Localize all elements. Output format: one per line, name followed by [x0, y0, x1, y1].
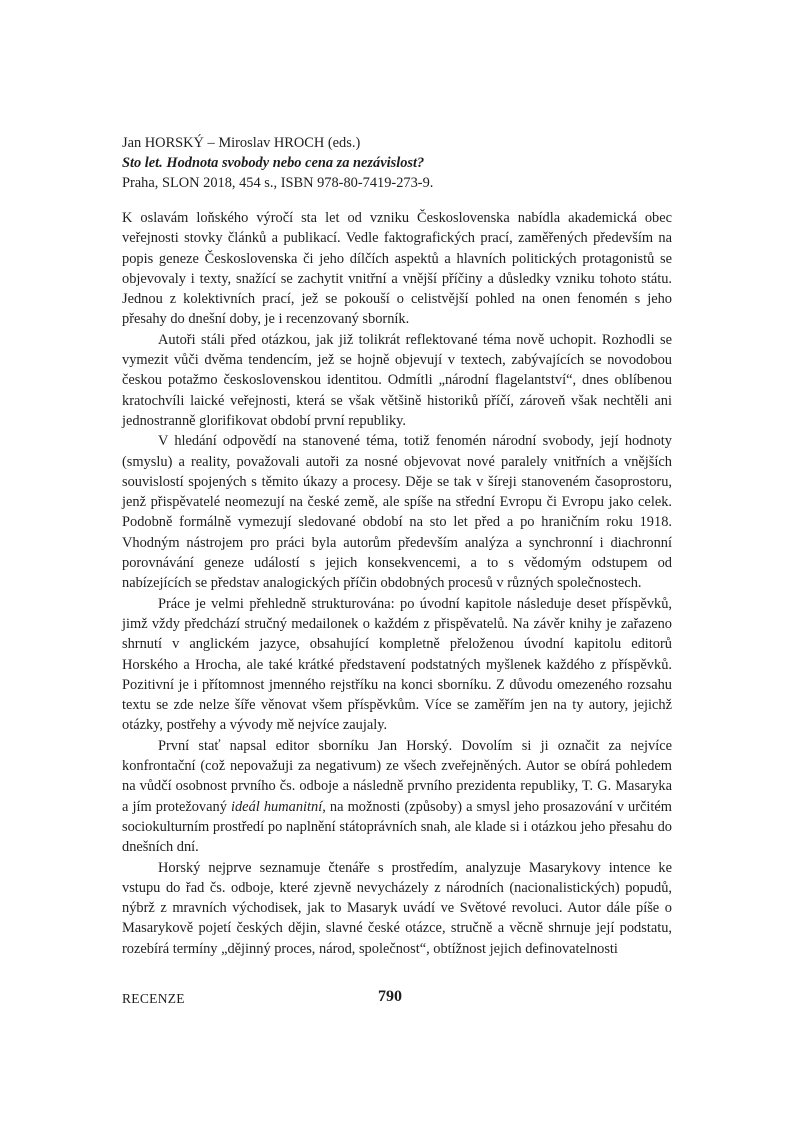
book-title: Sto let. Hodnota svobody nebo cena za nezávislost?: [122, 155, 425, 171]
paragraph-text: , na možnosti (způsoby) a smysl jeho prosazování v určitém sociokulturním prostředí po naplnění státoprávních snah, ale klade si i otázkou jeho přesahu do dnešních dní.: [122, 798, 672, 856]
review-body: [122, 208, 672, 959]
paragraph: V hledání odpovědí na stanovené téma, totiž fenomén národní svobody, její hodnoty (smyslu) a reality, považovali autoři za nosné objevovat nové paralely vnitřních a vnějších souvislostí spojených s těmito úkazy a procesy. Děje se tak v šíreji stanoveném časoprostoru, jenž přispěvatelé neomezují na české země, ale spíše na střední Evropu či Evropu jako celek. Podobně formálně vymezují sledované období na sto let před a po hraničním roku 1918. Vhodným nástrojem pro práci byla autorům především analýza a synchronní i diachronní porovnávání genezе událostí s jejich konsekvencemi, a to s vědomým odstupem od nabízejících se představ analogických příčin obdobných procesů v různých společnostech.: [122, 433, 672, 592]
paragraph: K oslavám loňského výročí sta let od vzniku Československa nabídla akademická obec veřejnosti stovky článků a publikací. Vedle faktografických prací, zaměřených především na popis geneze Československa či jeho dílčích aspektů a hlavních politických protagonistů se objevovaly i texty, snažící se zachytit vnitřní a vnější příčiny a důsledky vzniku tohoto státu. Jednou z kolektivních prací, jež se pokouší o celistvější pohled na onen fenomén s jeho přesahy do dnešní doby, je i recenzovaný sborník.: [122, 210, 672, 328]
paragraph: Autoři stáli před otázkou, jak již tolikrát reflektované téma nově uchopit. Rozhodli se vymezit vůči dvěma tendencím, jež se hojně objevují v textech, zabývajících se novodobou českou potažmo československou identitou. Odmítli „národní flagelantství“, dnes oblíbenou kratochvíli laické veřejnosti, která se však většině historiků příčí, zároveň však nechtěli ani jednostranně glorifikovat období první republiky.: [122, 331, 672, 429]
bibliographic-header: [122, 133, 682, 193]
paragraph-text: První stať napsal editor sborníku Jan Horský. Dovolím si ji označit za nejvíce konfrontační (což nepovažuji za negativum) ze všech zveřejněných. Autor se obírá pohledem na vůdčí osobnost prvního čs. odboje a následně prvního prezidenta republiky, T. G. Masaryka a jím protežovaný: [122, 737, 672, 815]
emphasized-term: ideál humanitní: [230, 798, 323, 815]
paragraph: Horský nejprve seznamuje čtenáře s prostředím, analyzuje Masarykovy intence ke vstupu do řad čs. odboje, které zjevně nevycházely z národních (nacionalistických) popudů, nýbrž z mravních východisek, jak to Masaryk uvádí ve Světové revoluci. Autor dále píše o Masarykově pojetí českých dějin, slavné české otázce, stručně a věcně shrnuje její podstatu, rozebírá termíny „dějinný proces, národ, společnost“, obtížnost jejich definovatelnosti: [122, 859, 672, 957]
paragraph: [122, 736, 672, 858]
section-label: RECENZE: [122, 991, 185, 1006]
paragraph: Práce je velmi přehledně strukturována: po úvodní kapitole následuje deset příspěvků, jimž vždy předchází stručný medailonek o každém z přispěvatelů. Na závěr knihy je zařazeno shrnutí v anglickém jazyce, obsahující kompletně přeloženou úvodní kapitolu editorů Horského a Hrocha, ale také krátké představení podstatných myšlenek každého z příspěvků. Pozitivní je i přítomnost jmenného rejstříku na konci sborníku. Z důvodu omezeného rozsahu textu se zde nelze šíře věnovat všem příspěvkům. Více se zaměřím jen na ty autory, jejichž otázky, postřehy a vývody mě nejvíce zaujaly.: [122, 595, 672, 734]
editors-line: Jan HORSKÝ – Miroslav HROCH (eds.): [122, 135, 361, 151]
page-number: 790: [378, 988, 402, 1005]
publication-line: Praha, SLON 2018, 454 s., ISBN 978-80-7419-273-9.: [122, 175, 434, 191]
